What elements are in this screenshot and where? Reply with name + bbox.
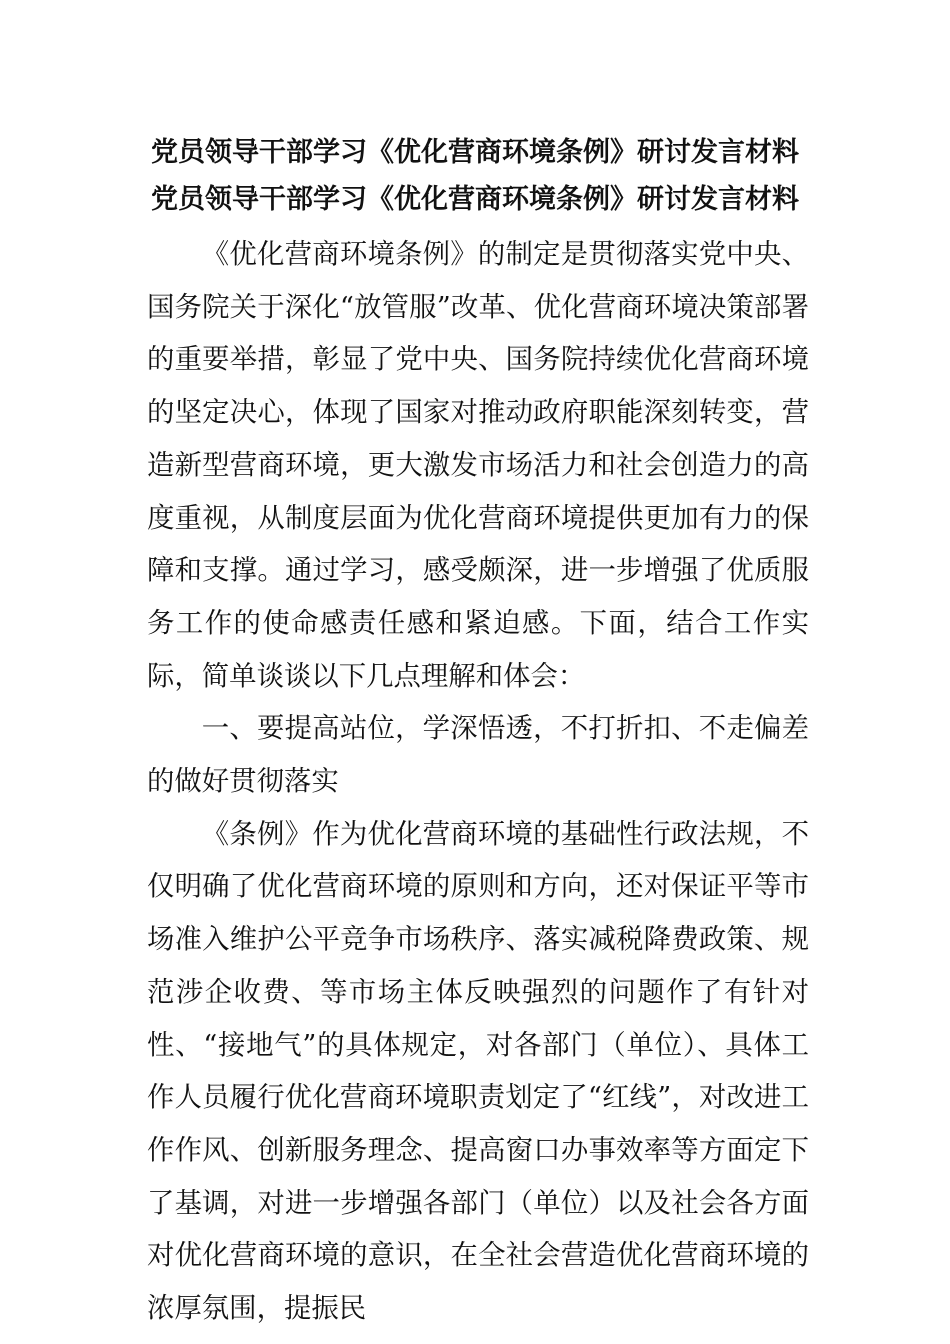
paragraph-intro: 《优化营商环境条例》的制定是贯彻落实党中央、国务院关于深化“放管服”改革、优化营商环境决策部署的重要举措，彰显了党中央、国务院持续优化营商环境的坚定决心，体现了国家对推动政府职能深刻转变，营造新型营商环境，更大激发市场活力和社会创造力的高度重视，从制度层面为优化营商环境提供更加有力的保障和支撑。通过学习，感受颇深，进一步增强了优质服务工作的使命感责任感和紧迫感。下面，结合工作实际，简单谈谈以下几点理解和体会：	[147, 239, 809, 692]
document-body	[147, 229, 809, 1336]
section-heading-1: 一、要提高站位，学深悟透，不打折扣、不走偏差的做好贯彻落实	[147, 713, 809, 798]
document-subtitle: 党员领导干部学习《优化营商环境条例》研讨发言材料	[151, 184, 799, 215]
document-title: 党员领导干部学习《优化营商环境条例》研讨发言材料	[151, 137, 799, 168]
paragraph-section-1: 《条例》作为优化营商环境的基础性行政法规，不仅明确了优化营商环境的原则和方向，还对保证平等市场准入维护公平竞争市场秩序、落实减税降费政策、规范涉企收费、等市场主体反映强烈的问题作了有针对性、“接地气”的具体规定，对各部门（单位）、具体工作人员履行优化营商环境职责划定了“红线”，对改进工作作风、创新服务理念、提高窗口办事效率等方面定下了基调，对进一步增强各部门（单位）以及社会各方面对优化营商环境的意识，在全社会营造优化营商环境的浓厚氛围，提振民	[147, 818, 809, 1325]
